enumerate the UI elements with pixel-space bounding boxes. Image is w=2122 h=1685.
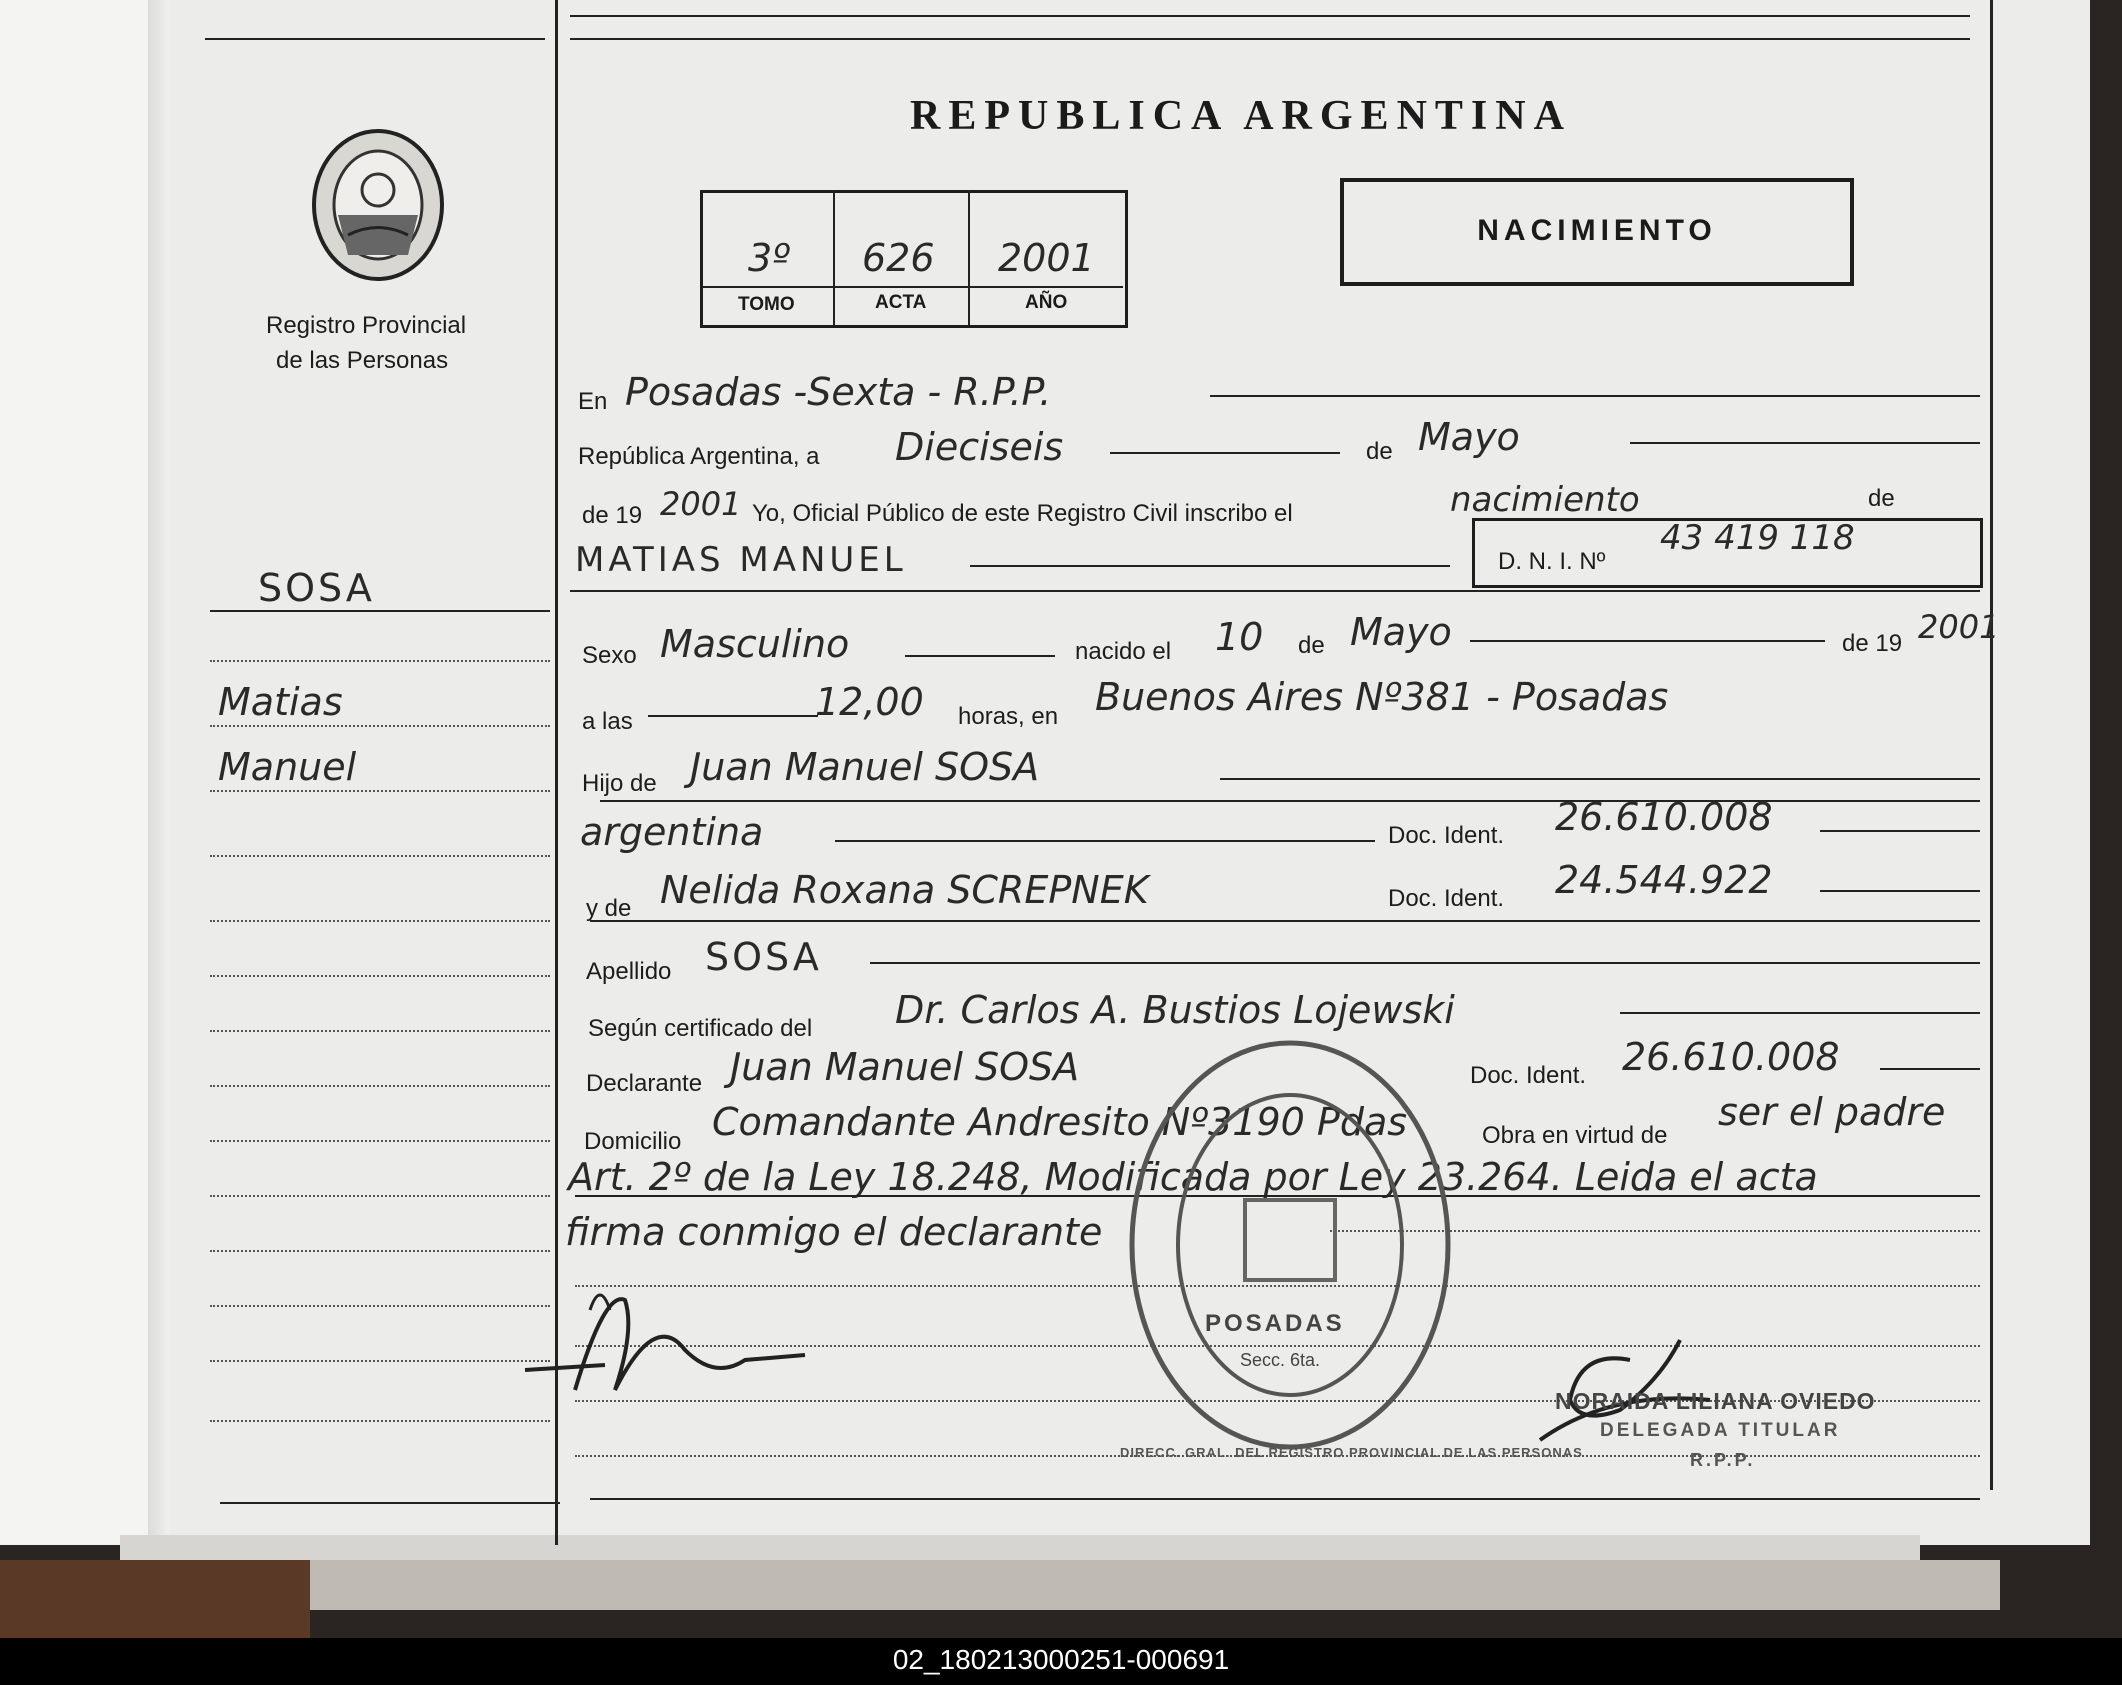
dni-label: D. N. I. Nº bbox=[1498, 548, 1606, 575]
ano-label: AÑO bbox=[1025, 292, 1068, 313]
month-value: Mayo bbox=[1418, 415, 1520, 459]
tomo-value: 3º bbox=[748, 236, 791, 280]
stamp-text: DIRECC. GRAL. DEL REGISTRO PROVINCIAL DE LAS PERSONAS bbox=[1120, 1445, 1583, 1460]
margin-dotted-rule bbox=[210, 790, 550, 792]
margin-dotted-rule bbox=[210, 1085, 550, 1087]
horas-label: horas, en bbox=[958, 703, 1059, 730]
domicilio-value: Comandante Andresito Nº3190 Pdas bbox=[712, 1100, 1408, 1144]
acta-value: 626 bbox=[862, 236, 935, 280]
mother-doc: 24.544.922 bbox=[1555, 858, 1773, 902]
row-rule bbox=[1820, 830, 1980, 832]
page-stack bbox=[300, 1560, 2000, 1610]
hour-value: 12,00 bbox=[815, 680, 924, 724]
official-org: R.P.P. bbox=[1690, 1450, 1756, 1470]
domicilio-label: Domicilio bbox=[584, 1128, 682, 1155]
sexo-label: Sexo bbox=[582, 642, 637, 669]
mother-value: Nelida Roxana SCREPNEK bbox=[660, 868, 1149, 912]
person-name: MATIAS MANUEL bbox=[575, 540, 907, 580]
apellido-label: Apellido bbox=[586, 958, 672, 985]
de19-label: de 19 bbox=[582, 502, 643, 529]
margin-name2: Manuel bbox=[218, 745, 357, 789]
yo-label: Yo, Oficial Público de este Registro Civil inscribo el bbox=[752, 500, 1293, 527]
hijo-label: Hijo de bbox=[582, 770, 657, 797]
registry-name-line2: de las Personas bbox=[276, 347, 449, 374]
right-border bbox=[1990, 0, 1993, 1490]
margin-dotted-rule bbox=[210, 1140, 550, 1142]
act-type-box bbox=[1340, 178, 1854, 286]
doc-label-1: Doc. Ident. bbox=[1388, 822, 1505, 849]
book-spine bbox=[0, 0, 165, 1545]
dni-value: 43 419 118 bbox=[1660, 518, 1855, 558]
acta-label: ACTA bbox=[875, 292, 927, 313]
official-title: DELEGADA TITULAR bbox=[1600, 1420, 1841, 1441]
image-caption: 02_180213000251-000691 bbox=[892, 1644, 1230, 1675]
province-seal-icon bbox=[308, 125, 448, 285]
row-rule bbox=[905, 655, 1055, 657]
place-value: Buenos Aires Nº381 - Posadas bbox=[1095, 675, 1669, 719]
bottom-rule bbox=[590, 1498, 1980, 1500]
margin-dotted-rule bbox=[210, 1360, 550, 1362]
top-rule-2 bbox=[570, 38, 1970, 40]
birth-year: 2001 bbox=[1918, 608, 2000, 646]
row-rule bbox=[1820, 890, 1980, 892]
de-label: de bbox=[1366, 438, 1393, 465]
sexo-value: Masculino bbox=[660, 622, 850, 666]
day-value: Dieciseis bbox=[895, 425, 1064, 469]
registry-stamp-icon bbox=[1125, 1035, 1455, 1455]
tomo-label: TOMO bbox=[738, 294, 795, 315]
yde-label: y de bbox=[586, 895, 632, 922]
birth-month: Mayo bbox=[1350, 610, 1452, 654]
father-value: Juan Manuel SOSA bbox=[690, 745, 1040, 789]
en-value: Posadas -Sexta - R.P.P. bbox=[625, 370, 1052, 414]
margin-dotted-rule bbox=[210, 975, 550, 977]
margin-dotted-rule bbox=[210, 660, 550, 662]
margin-dotted-rule bbox=[210, 725, 550, 727]
official-name: NORAIDA LILIANA OVIEDO bbox=[1555, 1388, 1876, 1414]
margin-dotted-rule bbox=[210, 920, 550, 922]
declarant-signature-icon bbox=[515, 1270, 815, 1420]
declarante-value: Juan Manuel SOSA bbox=[730, 1045, 1080, 1089]
row-rule bbox=[1110, 452, 1340, 454]
margin-surname: SOSA bbox=[258, 566, 375, 610]
margin-rule bbox=[210, 610, 550, 612]
ano-value: 2001 bbox=[998, 236, 1095, 280]
country-title: REPUBLICA ARGENTINA bbox=[910, 93, 1572, 139]
margin-dotted-rule bbox=[210, 855, 550, 857]
de-end-label: de bbox=[1868, 485, 1895, 512]
row-rule bbox=[1630, 442, 1980, 444]
doc-label-2: Doc. Ident. bbox=[1388, 885, 1505, 912]
margin-dotted-rule bbox=[210, 1250, 550, 1252]
father-doc: 26.610.008 bbox=[1555, 795, 1773, 839]
republica-label: República Argentina, a bbox=[578, 443, 820, 470]
certificado-value: Dr. Carlos A. Bustios Lojewski bbox=[895, 988, 1455, 1032]
section-rule bbox=[570, 590, 1980, 592]
signature-note-line: firma conmigo el declarante bbox=[565, 1210, 1103, 1254]
spine-shadow bbox=[148, 0, 170, 1545]
row-rule bbox=[870, 962, 1980, 964]
row-rule bbox=[648, 715, 818, 717]
declarante-doc: 26.610.008 bbox=[1622, 1035, 1840, 1079]
registry-name-line1: Registro Provincial bbox=[266, 312, 467, 339]
margin-dotted-rule bbox=[210, 1420, 550, 1422]
row-rule bbox=[600, 800, 1980, 802]
desk-surface bbox=[0, 1560, 310, 1640]
row-rule bbox=[1880, 1068, 1980, 1070]
de-label-2: de bbox=[1298, 632, 1325, 659]
declarante-label: Declarante bbox=[586, 1070, 703, 1097]
doc-label-3: Doc. Ident. bbox=[1470, 1062, 1587, 1089]
father-nationality: argentina bbox=[580, 810, 764, 854]
en-label: En bbox=[578, 388, 608, 415]
birth-day: 10 bbox=[1215, 615, 1264, 659]
record-box-divider bbox=[833, 190, 835, 325]
row-rule bbox=[970, 565, 1450, 567]
legal-basis-line: Art. 2º de la Ley 18.248, Modificada por Ley 23.264. Leida el acta bbox=[568, 1155, 1818, 1199]
top-rule bbox=[570, 15, 1970, 17]
record-box-divider bbox=[968, 190, 970, 325]
obra-value: ser el padre bbox=[1718, 1090, 1946, 1134]
row-rule bbox=[1220, 778, 1980, 780]
row-rule bbox=[1620, 1012, 1980, 1014]
margin-dotted-rule bbox=[210, 1195, 550, 1197]
stamp-city: POSADAS bbox=[1205, 1310, 1345, 1337]
row-rule bbox=[835, 840, 1375, 842]
certificado-label: Según certificado del bbox=[588, 1015, 813, 1042]
row-rule bbox=[590, 920, 1980, 922]
stamp-sub: Secc. 6ta. bbox=[1240, 1350, 1321, 1370]
margin-top-rule bbox=[205, 38, 545, 40]
row-rule bbox=[1210, 395, 1980, 397]
record-box-rule bbox=[703, 286, 1123, 288]
inscribe-value: nacimiento bbox=[1450, 480, 1640, 520]
act-type-label: NACIMIENTO bbox=[1477, 214, 1717, 247]
row-rule bbox=[1470, 640, 1825, 642]
year-value: 2001 bbox=[660, 485, 742, 523]
apellido-value: SOSA bbox=[705, 935, 822, 979]
de19-label-2: de 19 bbox=[1842, 630, 1903, 657]
margin-dotted-rule bbox=[210, 1305, 550, 1307]
obra-label: Obra en virtud de bbox=[1482, 1122, 1668, 1149]
margin-name1: Matias bbox=[218, 680, 343, 724]
margin-bottom-rule bbox=[220, 1502, 560, 1504]
alas-label: a las bbox=[582, 708, 633, 735]
margin-dotted-rule bbox=[210, 1030, 550, 1032]
nacido-label: nacido el bbox=[1075, 638, 1172, 665]
